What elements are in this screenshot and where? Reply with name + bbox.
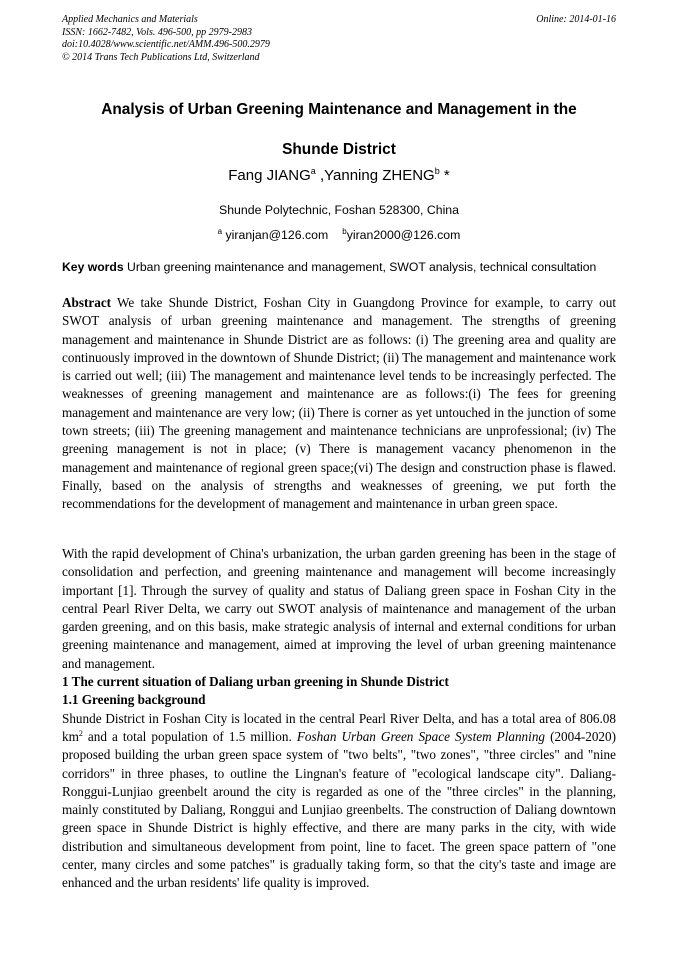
author-2: Yanning ZHENG (324, 167, 435, 184)
email-a-mark: a (217, 227, 223, 236)
area-unit-superscript: 2 (78, 728, 83, 738)
online-date: Online: 2014-01-16 (536, 14, 616, 25)
section-1-1-paragraph (62, 710, 616, 893)
section-1-1-text-b: and a total population of 1.5 million. (82, 728, 297, 744)
title-line-2: Shunde District (282, 141, 396, 158)
author-2-affiliation-mark: b (434, 166, 440, 176)
paper-title (62, 90, 616, 170)
copyright-line: © 2014 Trans Tech Publications Ltd, Switzerland (62, 51, 260, 63)
keywords-text: Urban greening maintenance and management, SWOT analysis, technical consultation (123, 260, 597, 274)
abstract (62, 294, 616, 514)
section-1-1-text-c: (2004-2020) proposed building the urban green space system of "two belts", "two zones", "three circles" and "nine corridors" in three phases, to outline the Lingnan's feature of "ecological landscape city". Daliang-Ronggui-Lunjiao greenbelt around the city is regarded as one of the "three circles" in the planning, mainly constituted by Daliang, Ronggui and Lunjiao greenbelts. The construction of Daliang downtown green space in Shunde District is highly effective, and there are many parks in the city, with wide distribution and simultaneous development from point, line to facet. The green space pattern of "one center, many circles and some patches" is gradually taking form, so that the city's taste and image are enhanced and the urban residents' life quality is improved. (62, 728, 616, 891)
corresponding-author-mark: * (439, 167, 450, 184)
intro-paragraph: With the rapid development of China's urbanization, the urban garden greening has been in the stage of consolidation and perfection, and greening maintenance and management will become increasingly important [1]. Through the survey of quality and status of Daliang green space in Foshan City in the central Pearl River Delta, we carry out SWOT analysis of maintenance and management of the urban garden greening, and on this basis, make strategic analysis of internal and external conditions for urban greening maintenance and management, aimed at improving the level of urban greening maintenance and management. (62, 546, 616, 671)
email-b-mark: b (342, 227, 347, 236)
planning-document-title: Foshan Urban Green Space System Planning (296, 728, 546, 744)
author-emails (62, 227, 616, 243)
keywords (62, 259, 622, 275)
section-1-heading: 1 The current situation of Daliang urban greening in Shunde District (62, 674, 449, 690)
journal-header (62, 14, 616, 64)
section-1-1-text-a: Shunde District in Foshan City is located in the central Pearl River Delta, and has a total area of 806.08 km (62, 710, 616, 744)
author-1: Fang JIANG (228, 167, 311, 184)
doi-line: doi:10.4028/www.scientific.net/AMM.496-500.2979 (62, 39, 270, 50)
keywords-label: Key words (62, 260, 124, 274)
abstract-text: We take Shunde District, Foshan City in Guangdong Province for example, to carry out SWOT analysis of urban greening maintenance and management. The strengths of greening management and maintenance in Shunde District are as follows: (i) The greening area and quality are continuously improved in the downtown of Shunde District; (ii) The management and maintenance work is carried out well; (iii) The management and maintenance level tends to be increasingly perfected. The weaknesses of greening management and maintenance are as follows:(i) The fees for greening management and maintenance are very low; (ii) There is corner as yet untouched in the junction of some town streets; (iii) The greening management and maintenance technicians are unprofessional; (iv) The greening management is not in place; (v) There is management vacancy phenomenon in the management and maintenance of regional green space;(vi) The design and construction phase is flawed. Finally, based on the analysis of strengths and weaknesses of greening, we put forth the recommendations for the development of management and maintenance in urban green space. (62, 295, 616, 512)
main-text (62, 545, 616, 893)
journal-name: Applied Mechanics and Materials (62, 14, 198, 25)
issn-line: ISSN: 1662-7482, Vols. 496-500, pp 2979-2983 (62, 26, 252, 38)
abstract-label: Abstract (62, 295, 112, 310)
author-separator: , (315, 167, 325, 184)
author-list (62, 166, 616, 186)
section-1-1-heading: 1.1 Greening background (62, 692, 206, 708)
author-1-affiliation-mark: a (310, 166, 316, 176)
affiliation: Shunde Polytechnic, Foshan 528300, China (219, 203, 459, 217)
email-b[interactable]: yiran2000@126.com (346, 228, 461, 242)
title-line-1: Analysis of Urban Greening Maintenance and Management in the (101, 101, 577, 118)
email-a[interactable]: yiranjan@126.com (222, 228, 329, 242)
